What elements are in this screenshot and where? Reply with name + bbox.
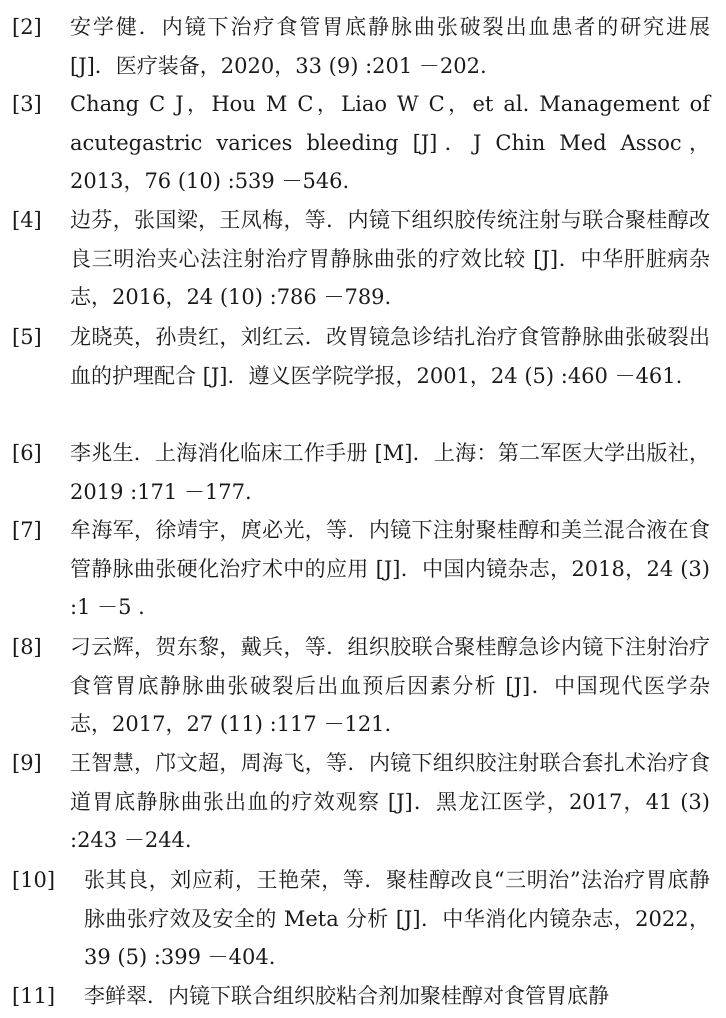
reference-text: 张其良，刘应莉，王艳荣，等．聚桂醇改良“三明治”法治疗胃底静脉曲张疗效及安全的 Meta 分析 [J]．中华消化内镜杂志，2022，39 (5) :399 －404. xyxy=(84,868,710,969)
reference-number: [4] xyxy=(12,208,42,232)
reference-text: 李兆生．上海消化临床工作手册 [M]．上海：第二军医大学出版社，2019 :171 －177. xyxy=(70,441,710,504)
reference-number: [3] xyxy=(12,92,42,116)
reference-text: Chang C J，Hou M C，Liao W C，et al. Management of acutegastric varices bleeding [J]．J Chin Med Assoc，2013，76 (10) :539 －546. xyxy=(70,92,710,193)
reference-number: [11] xyxy=(12,984,56,1008)
reference-number: [9] xyxy=(12,751,42,775)
reference-number: [10] xyxy=(12,868,56,892)
reference-text: 边芬，张国梁，王凤梅，等．内镜下组织胶传统注射与联合聚桂醇改良三明治夹心法注射治疗胃静脉曲张的疗效比较 [J]．中华肝脏病杂志，2016，24 (10) :786 －789. xyxy=(70,208,710,309)
reference-number: [2] xyxy=(12,15,42,39)
reference-text: 王智慧，邝文超，周海飞，等．内镜下组织胶注射联合套扎术治疗食道胃底静脉曲张出血的疗效观察 [J]．黑龙江医学，2017，41 (3) :243 －244. xyxy=(70,751,710,852)
reference-number: [5] xyxy=(12,325,42,349)
reference-text: 李鲜翠．内镜下联合组织胶粘合剂加聚桂醇对食管胃底静 xyxy=(84,984,609,1008)
reference-text: 刁云辉，贺东黎，戴兵，等．组织胶联合聚桂醇急诊内镜下注射治疗食管胃底静脉曲张破裂后出血预后因素分析 [J]．中国现代医学杂志，2017，27 (11) :117 －121. xyxy=(70,635,710,736)
reference-number: [8] xyxy=(12,635,42,659)
reference-number: [7] xyxy=(12,518,42,542)
reference-text: 牟海军，徐靖宇，庹必光，等．内镜下注射聚桂醇和美兰混合液在食管静脉曲张硬化治疗术中的应用 [J]．中国内镜杂志，2018，24 (3) :1 －5 . xyxy=(70,518,710,619)
reference-text: 安学健．内镜下治疗食管胃底静脉曲张破裂出血患者的研究进展 [J]．医疗装备，2020，33 (9) :201 －202. xyxy=(70,15,710,78)
reference-text: 龙晓英，孙贵红，刘红云．改胃镜急诊结扎治疗食管静脉曲张破裂出血的护理配合 [J]．遵义医学院学报，2001，24 (5) :460 －461. xyxy=(70,325,710,388)
reference-number: [6] xyxy=(12,441,42,465)
